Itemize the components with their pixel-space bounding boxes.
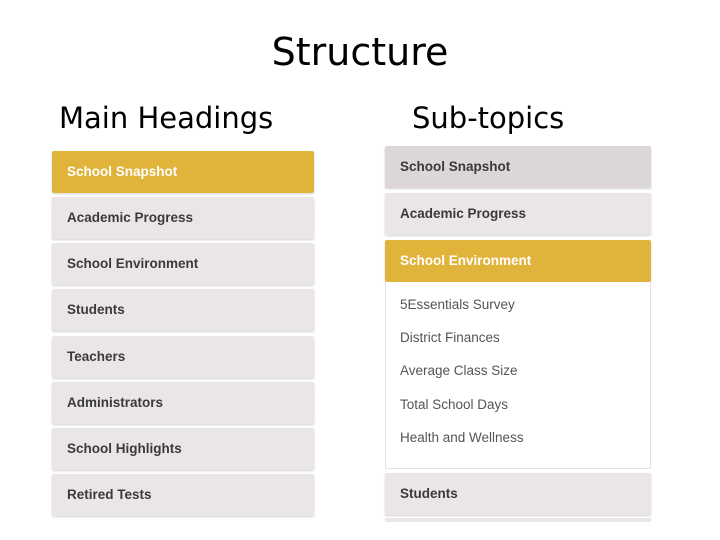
menu-item-administrators[interactable]: Administrators [52,382,314,424]
sub-link-total-school-days[interactable]: Total School Days [400,397,509,412]
page-title: Structure [271,30,449,74]
sub-link-district-finances[interactable]: District Finances [400,330,500,345]
menu-item-school-environment[interactable]: School Environment [52,243,314,285]
menu-item-students[interactable]: Students [52,289,314,331]
menu-item-academic-progress[interactable]: Academic Progress [52,197,314,239]
sub-link-health-and-wellness[interactable]: Health and Wellness [400,430,524,445]
sub-menu-item-academic-progress[interactable]: Academic Progress [385,193,651,235]
sub-link-5essentials-survey[interactable]: 5Essentials Survey [400,297,515,312]
sub-menu-item-school-environment[interactable]: School Environment [385,240,651,282]
menu-item-teachers[interactable]: Teachers [52,336,314,378]
sub-topics-label: Sub-topics [412,101,565,135]
next-menu-item-edge [385,518,651,522]
sub-menu-item-school-snapshot[interactable]: School Snapshot [385,146,651,188]
sub-menu-item-students[interactable]: Students [385,473,651,515]
menu-item-school-highlights[interactable]: School Highlights [52,428,314,470]
school-environment-submenu [385,282,651,469]
menu-item-retired-tests[interactable]: Retired Tests [52,474,314,516]
sub-link-average-class-size[interactable]: Average Class Size [400,363,518,378]
menu-item-school-snapshot[interactable]: School Snapshot [52,151,314,193]
main-headings-label: Main Headings [59,101,274,135]
